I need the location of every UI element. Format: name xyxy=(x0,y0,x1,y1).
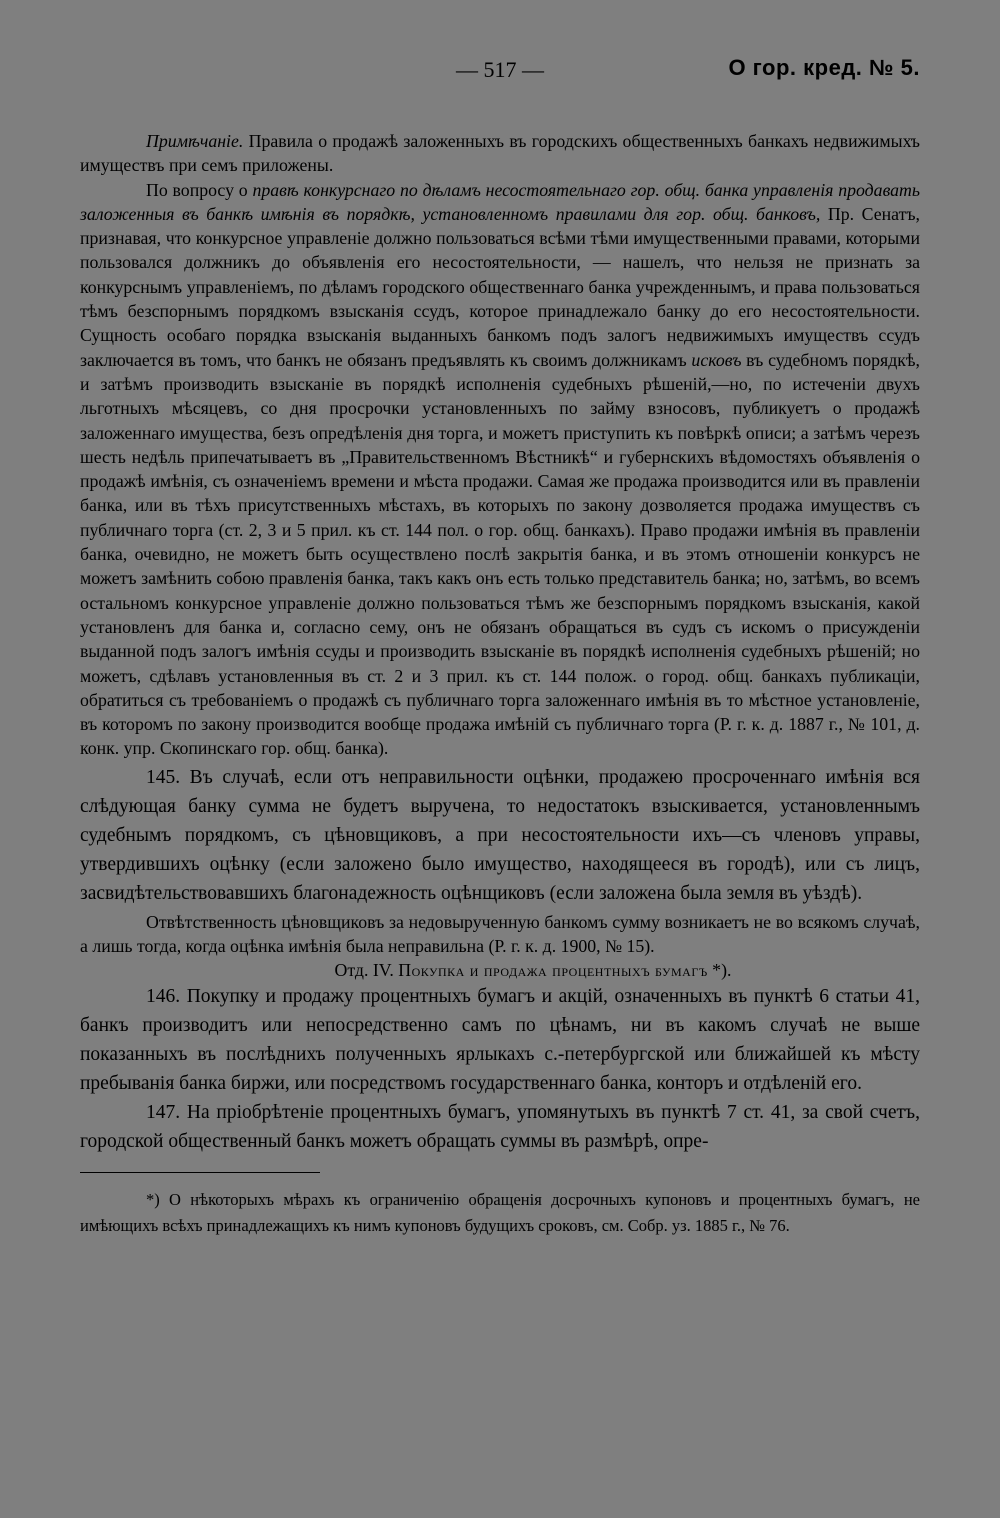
senate-ruling-question: правѣ конкурснаго по дѣламъ несостоятельнаго гор. общ. банка управленія продавать заложенныя въ банкѣ имѣнія въ порядкѣ, установленномъ правилами для гор. общ. банковъ, xyxy=(80,179,920,224)
book-page xyxy=(80,55,920,1239)
page-body xyxy=(80,129,920,1239)
article-147: 147. На пріобрѣтеніе процентныхъ бумагъ, упомянутыхъ въ пунктѣ 7 ст. 41, за свой счетъ, городской общественный банкъ можетъ обращать суммы въ размѣрѣ, опре- xyxy=(80,1102,920,1153)
footnote-divider xyxy=(80,1172,320,1173)
section-prefix: Отд. IV. xyxy=(334,960,394,981)
running-head: О гор. кред. № 5. xyxy=(728,55,920,80)
note-text: Правила о продажѣ заложенныхъ въ городскихъ общественныхъ банкахъ недвижимыхъ имуществъ при семъ приложены. xyxy=(80,131,920,176)
page-number: — 517 — xyxy=(456,57,544,82)
section-footnote-mark: *). xyxy=(707,960,732,981)
section-heading xyxy=(80,958,920,982)
note-paragraph xyxy=(80,129,920,178)
article-146: 146. Покупку и продажу процентныхъ бумагъ и акцій, означенныхъ въ пунктѣ 6 статьи 41, банкъ производитъ или непосредственно самъ по цѣнамъ, ни въ какомъ случаѣ не выше показанныхъ въ послѣднихъ полученныхъ ярлыкахъ с.-петербургской или ближайшей къ мѣсту пребыванія банка биржи, или посредствомъ государственнаго банка, конторъ и отдѣленій его. xyxy=(80,986,920,1095)
article-145: 145. Въ случаѣ, если отъ неправильности оцѣнки, продажею просроченнаго имѣнія вся слѣдующая банку сумма не будетъ выручена, то недостатокъ взыскивается, установленнымъ судебнымъ порядкомъ, съ цѣновщиковъ, а при несостоятельности ихъ—съ членовъ управы, утвердившихъ оцѣнку (если заложено было имущество, находящееся въ городѣ), или съ лицъ, засвидѣтельствовавшихъ благонадежность оцѣнщиковъ (если заложена была земля въ уѣздѣ). xyxy=(80,766,920,904)
senate-ruling-post: въ судебномъ порядкѣ, и затѣмъ производить взысканіе въ порядкѣ исполненія судебныхъ рѣшеній,—но, по истеченіи двухъ льготныхъ мѣсяцевъ, со дня просрочки установленныхъ по займу взносовъ, публикуетъ о продажѣ заложеннаго имущества, безъ опредѣленія дня торга, и можетъ приступить къ повѣркѣ описи; а затѣмъ черезъ шесть недѣль припечатываетъ въ „Правительственномъ Вѣстникѣ“ и губернскихъ вѣдомостяхъ объявленія о продажѣ имѣнія, съ означеніемъ времени и мѣста продажи. Самая же продажа производится или въ правленіи банка, или въ тѣхъ присутственныхъ мѣстахъ, въ которыхъ по закону дозволяется продажа имуществъ съ публичнаго торга (ст. 2, 3 и 5 прил. къ ст. 144 пол. о гор. общ. банкахъ). Право продажи имѣнія въ правленіи банка, очевидно, не можетъ быть осуществлено послѣ закрытія банка, и въ этомъ отношеніи конкурсъ не можетъ замѣнить собою правленія банка, такъ какъ онъ есть только представитель банка; но, затѣмъ, во всемъ остальномъ конкурсное управленіе должно пользоваться тѣмъ же безспорнымъ порядкомъ взысканія, какой установленъ для банка и, согласно сему, онъ не обязанъ обращаться въ судъ съ искомъ о присужденіи выданной подъ залогъ имѣнія ссуды и производить взысканіе въ порядкѣ исполненія судебныхъ рѣшеній; но можетъ, сдѣлавъ установленныя въ ст. 2 и 3 прил. къ ст. 144 полож. о город. общ. банкахъ публикаціи, обратиться съ требованіемъ о продажѣ съ публичнаго торга заложеннаго имѣнія въ то мѣстное установленіе, въ которомъ по закону производится вообще продажа имѣній съ публичнаго торга (Р. г. к. д. 1887 г., № 101, д. конк. упр. Скопинскаго гор. общ. банка). xyxy=(80,349,920,759)
page-header xyxy=(80,55,920,87)
senate-ruling-pre: По вопросу о xyxy=(146,179,253,200)
section-title: Покупка и продажа процентныхъ бумагъ xyxy=(398,960,708,981)
senate-ruling-paragraph xyxy=(80,178,920,761)
footnote: *) О нѣкоторыхъ мѣрахъ къ ограниченію обращенія досрочныхъ купоновъ и процентныхъ бумагъ, не имѣющихъ всѣхъ принадлежащихъ къ нимъ купоновъ будущихъ сроковъ, см. Собр. уз. 1885 г., № 76. xyxy=(80,1190,920,1236)
note-lead: Примѣчаніе. xyxy=(146,131,244,151)
senate-ruling-mid: Пр. Сенатъ, признавая, что конкурсное управленіе должно пользоваться всѣми тѣми имущественными правами, которыми пользовался должникъ до объявленія его несостоятельности, — нашелъ, что нельзя не признать за конкурснымъ управленіемъ, по дѣламъ городского общественнаго банка учрежденнымъ, и права пользоваться тѣмъ безспорнымъ порядкомъ взысканія ссудъ, которое принадлежало банку до его несостоятельности. Сущность особаго порядка взысканія выданныхъ банкомъ подъ залогъ недвижимыхъ имуществъ ссудъ заключается въ томъ, что банкъ не обязанъ предъявлять къ своимъ должникамъ xyxy=(80,203,920,370)
article-145-note: Отвѣтственность цѣновщиковъ за недовырученную банкомъ сумму возникаетъ не во всякомъ случаѣ, а лишь тогда, когда оцѣнка имѣнія была неправильна (Р. г. к. д. 1900, № 15). xyxy=(80,911,920,957)
senate-ruling-italic-word: исковъ xyxy=(691,349,742,370)
